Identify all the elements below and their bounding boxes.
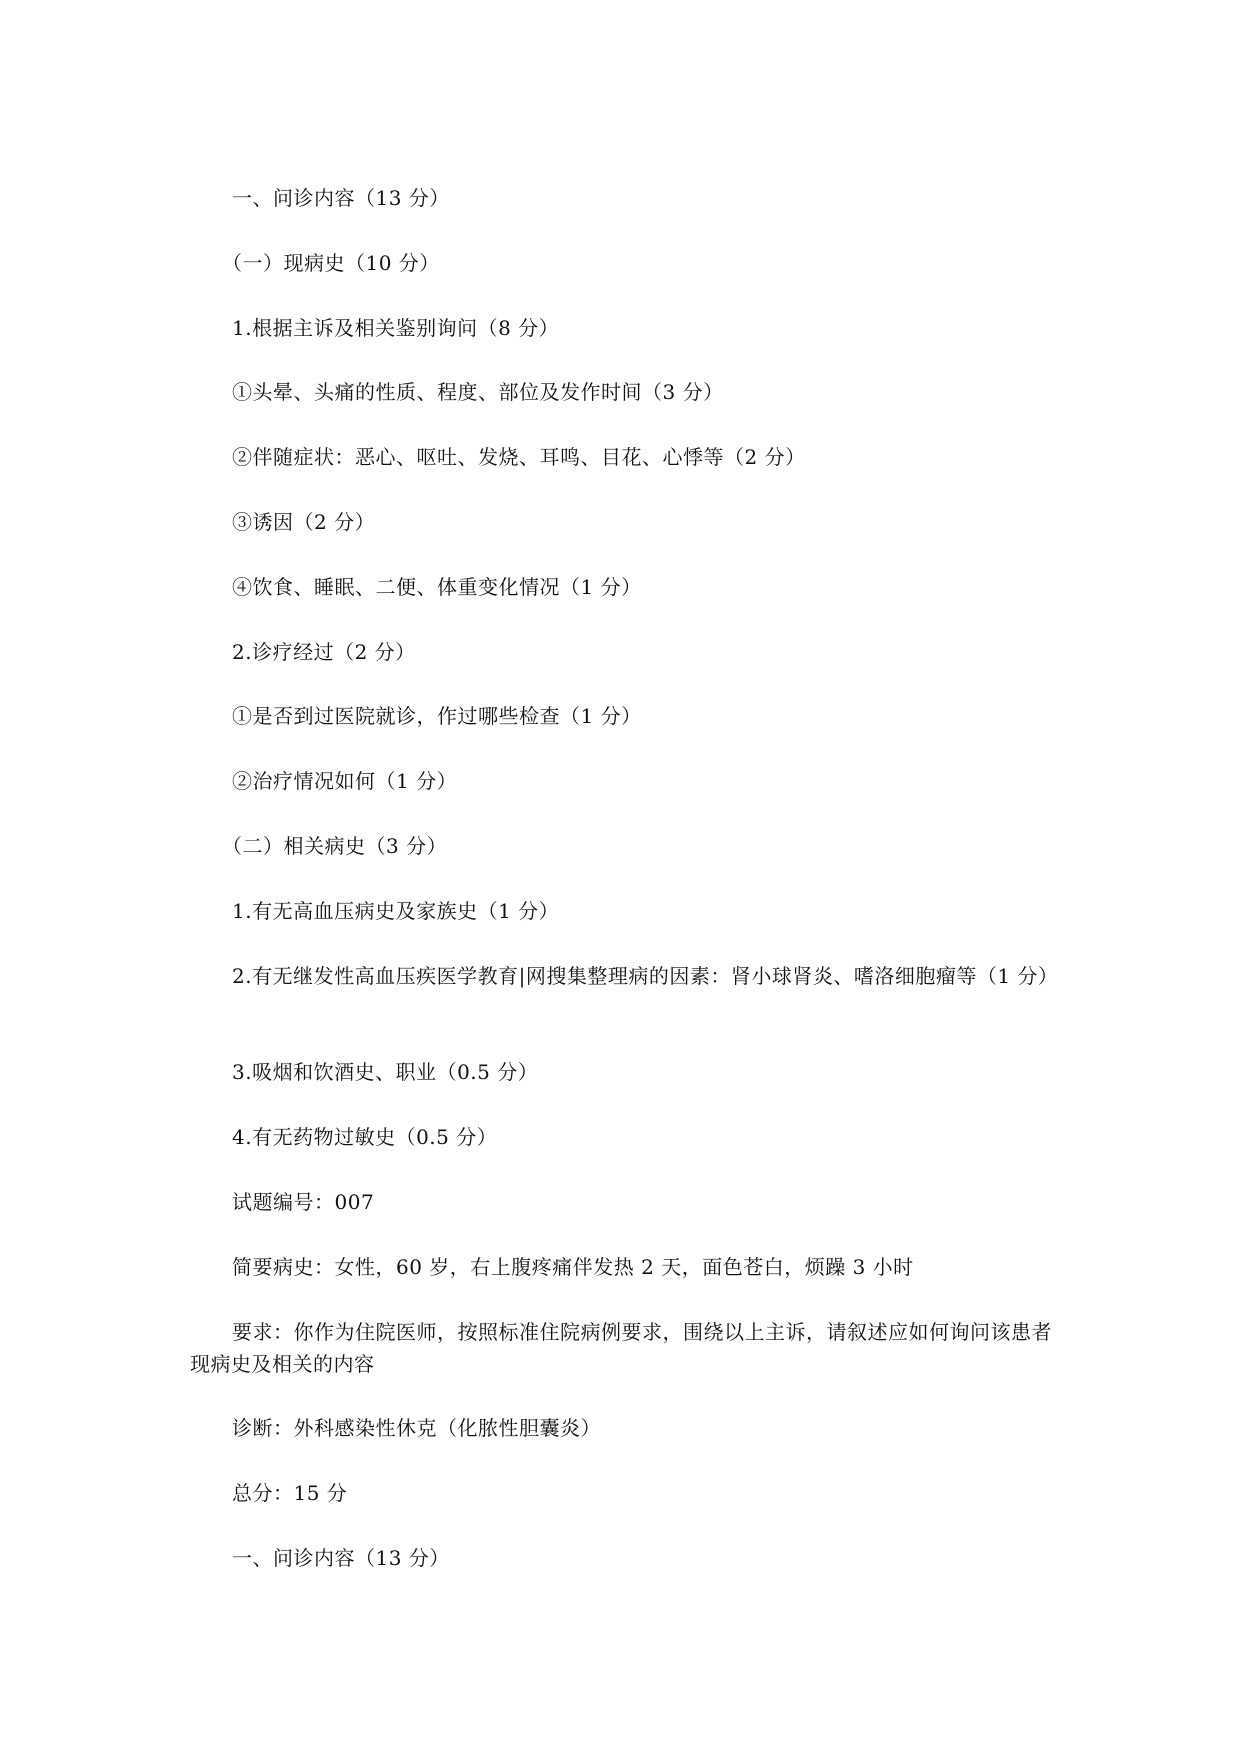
item-secondary-hypertension: 2.有无继发性高血压疾医学教育|网搜集整理病的因素：肾小球肾炎、嗜洛细胞瘤等（1 分） (232, 964, 1059, 988)
section-heading-inquiry: 一、问诊内容（13 分） (232, 186, 450, 210)
item-accompanying-symptoms: ②伴随症状：恶心、呕吐、发烧、耳鸣、目花、心悸等（2 分） (232, 445, 806, 469)
item-diet-sleep: ④饮食、睡眠、二便、体重变化情况（1 分） (232, 575, 642, 599)
subsection-heading-related-history: （二）相关病史（3 分） (222, 834, 448, 858)
item-headache-nature: ①头晕、头痛的性质、程度、部位及发作时间（3 分） (232, 380, 724, 404)
item-hospital-visit: ①是否到过医院就诊，作过哪些检查（1 分） (232, 704, 642, 728)
total-score: 总分：15 分 (232, 1481, 348, 1505)
item-hypertension-history: 1.有无高血压病史及家族史（1 分） (232, 899, 560, 923)
item-diagnosis-treatment: 2.诊疗经过（2 分） (232, 640, 416, 664)
item-triggers: ③诱因（2 分） (232, 510, 376, 534)
item-drug-allergy: 4.有无药物过敏史（0.5 分） (232, 1125, 498, 1149)
item-treatment-status: ②治疗情况如何（1 分） (232, 769, 458, 793)
item-smoking-drinking: 3.吸烟和饮酒史、职业（0.5 分） (232, 1060, 539, 1084)
subsection-heading-present-illness: （一）现病史（10 分） (222, 251, 440, 275)
item-chief-complaint: 1.根据主诉及相关鉴别询问（8 分） (232, 316, 560, 340)
question-number: 试题编号：007 (232, 1190, 375, 1214)
requirement: 要求：你作为住院医师，按照标准住院病例要求，围绕以上主诉，请叙述应如何询问该患者现病史及相关的内容 (190, 1320, 1052, 1376)
section-heading-inquiry-repeat: 一、问诊内容（13 分） (232, 1546, 450, 1570)
brief-history: 简要病史：女性，60 岁，右上腹疼痛伴发热 2 天，面色苍白，烦躁 3 小时 (232, 1255, 914, 1279)
diagnosis: 诊断：外科感染性休克（化脓性胆囊炎） (232, 1416, 601, 1440)
